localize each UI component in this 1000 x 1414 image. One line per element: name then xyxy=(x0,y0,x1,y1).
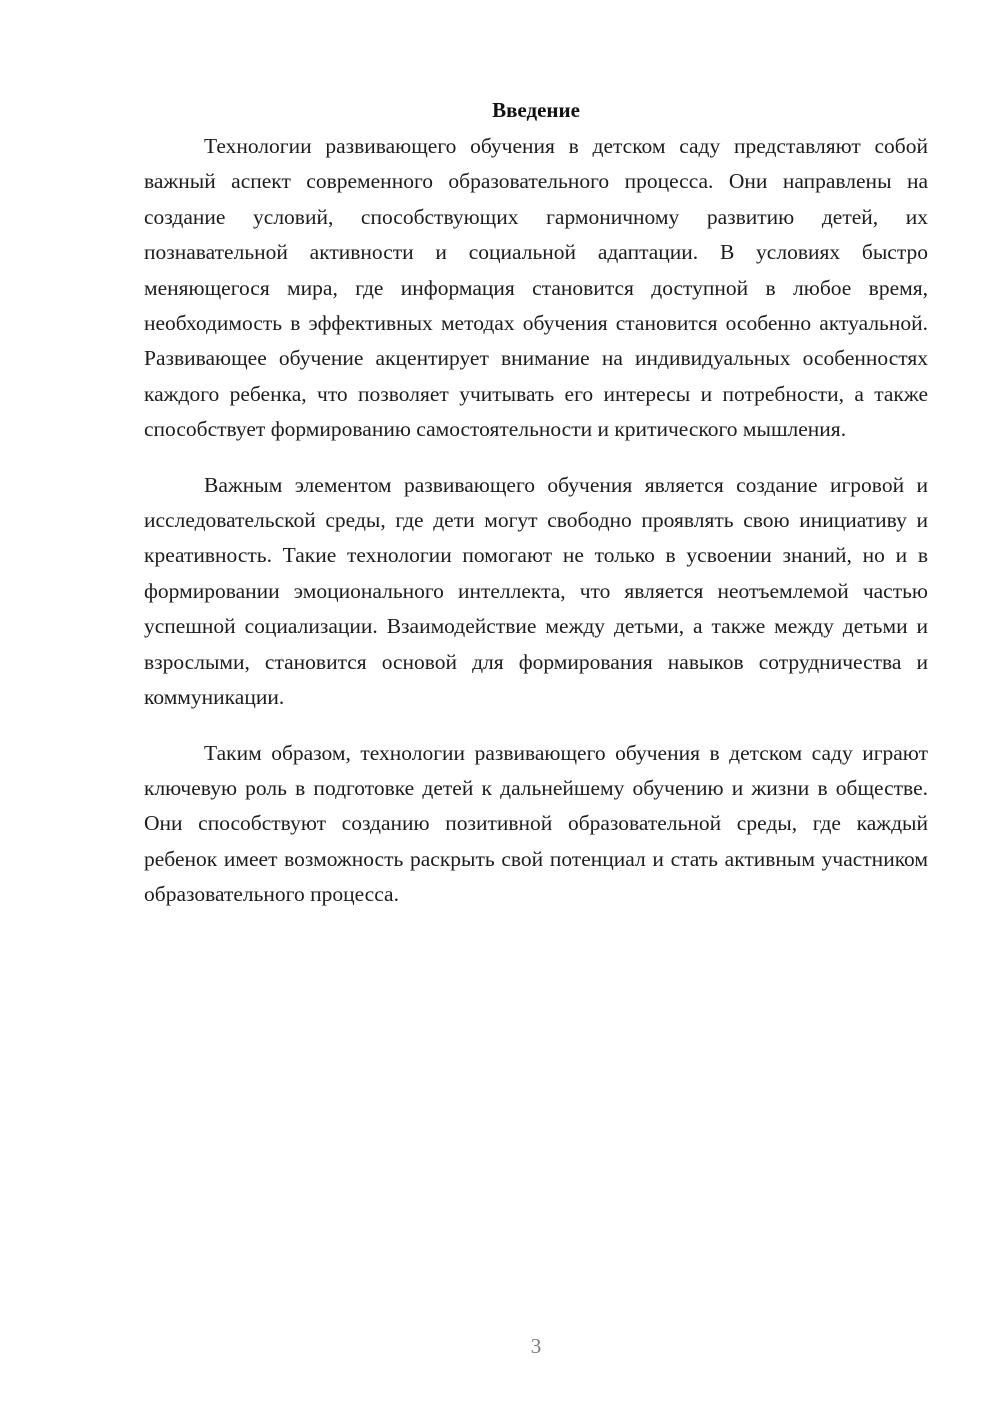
page-content xyxy=(144,92,928,913)
section-title: Введение xyxy=(492,98,580,122)
paragraph-2: Важным элементом развивающего обучения является создание игровой и исследовательской среды, где дети могут свободно проявлять свою инициативу и креативность. Такие технологии помогают не только в усвоении знаний, но и в формировании эмоционального интеллекта, что является неотъемлемой частью успешной социализации. Взаимодействие между детьми, а также между детьми и взрослыми, становится основой для формирования навыков сотрудничества и коммуникации. xyxy=(144,472,928,710)
paragraph-1: Технологии развивающего обучения в детском саду представляют собой важный аспект современного образовательного процесса. Они направлены на создание условий, способствующих гармоничному развитию детей, их познавательной активности и социальной адаптации. В условиях быстро меняющегося мира, где информация становится доступной в любое время, необходимость в эффективных методах обучения становится особенно актуальной. Развивающее обучение акцентирует внимание на индивидуальных особенностях каждого ребенка, что позволяет учитывать его интересы и потребности, а также способствует формированию самостоятельности и критического мышления. xyxy=(144,134,928,442)
page-number: 3 xyxy=(530,1334,542,1358)
paragraph-3: Таким образом, технологии развивающего обучения в детском саду играют ключевую роль в подготовке детей к дальнейшему обучению и жизни в обществе. Они способствуют созданию позитивной образовательной среды, где каждый ребенок имеет возможность раскрыть свой потенциал и стать активным участником образовательного процесса. xyxy=(144,740,928,907)
